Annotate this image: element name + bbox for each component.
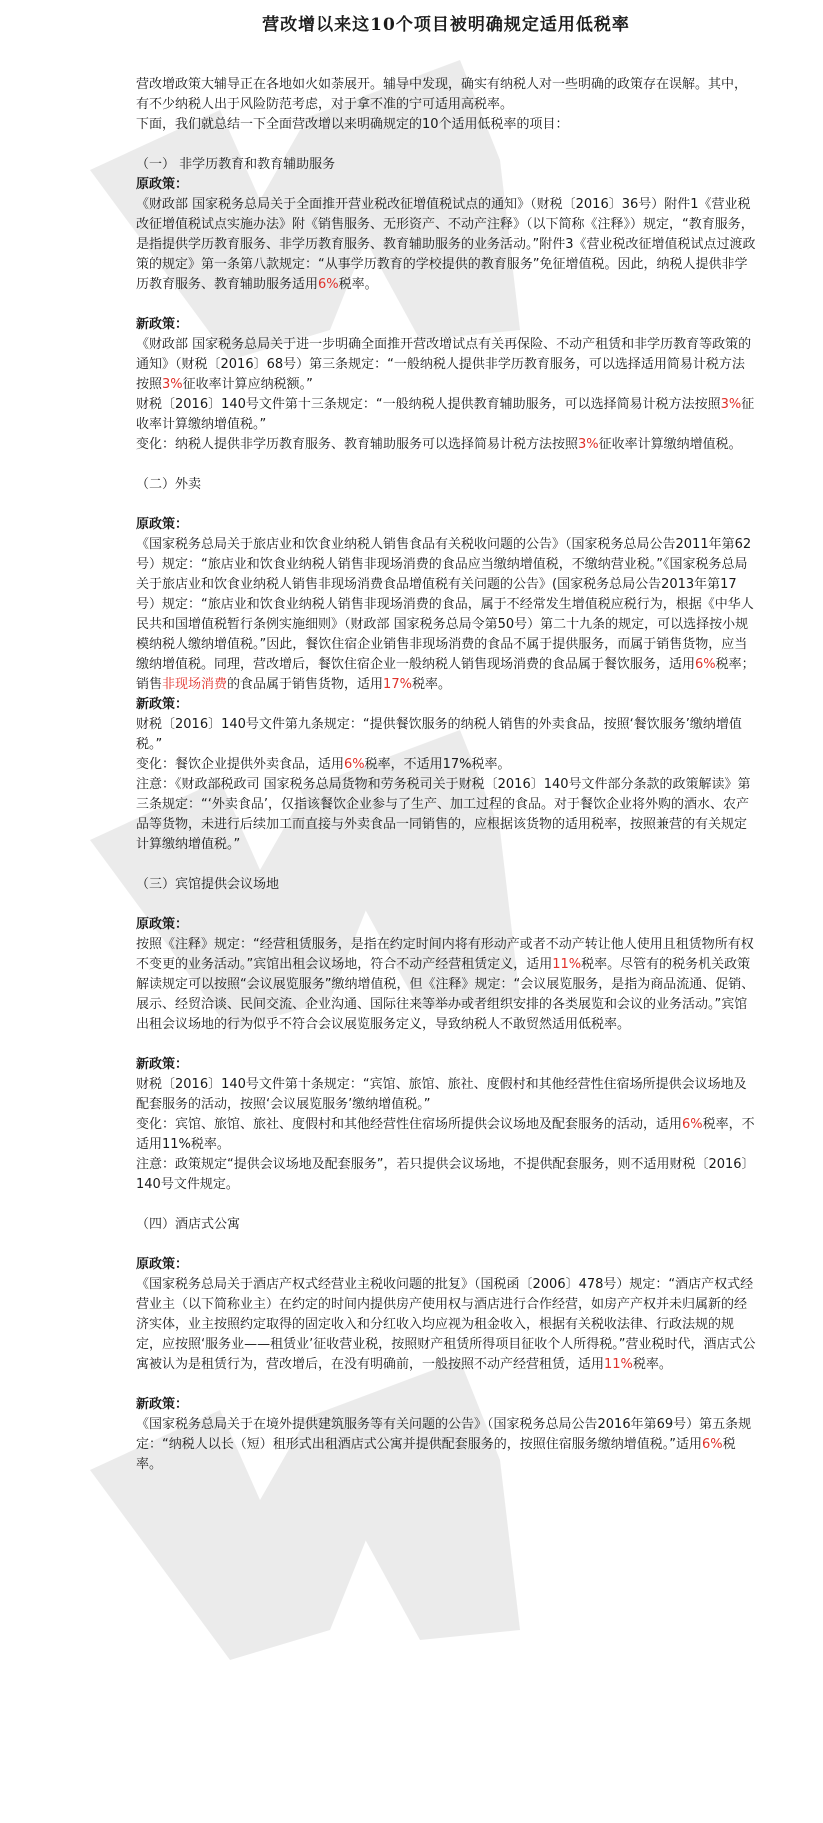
intro-paragraph: 营改增政策大辅导正在各地如火如荼展开。辅导中发现，确实有纳税人对一些明确的政策存在误解。其中，有不少纳税人出于风险防范考虑，对于拿不准的宁可适用高税率。 (136, 77, 748, 112)
rate-highlight: 6% (701, 1437, 723, 1452)
policy-text: 《国家税务总局关于酒店产权式经营业主税收问题的批复》（国税函〔2006〕478号）规定：“酒店产权式经营业主（以下简称业主）在约定的时间内提供房产使用权与酒店进行合作经营，如房产产权并未归属新的经济实体，业主按照约定取得的固定收入和分红收入均应视为租金收入，根据有关税收法律、行政法规的规定，应按照‘服务业——租赁业’征收营业税，按照财产租赁所得项目征收个人所得税。”营业税时代，酒店式公寓被认为是租赁行为，营改增后，在没有明确前，一般按照不动产经营租赁，适用11%税率。 (136, 1277, 756, 1372)
rate-highlight: 6% (318, 277, 339, 292)
section-heading: （一） 非学历教育和教育辅助服务 (136, 157, 336, 172)
new-policy-label: 新政策： (136, 1397, 189, 1412)
page-title: 营改增以来这10个项目被明确规定适用低税率 (262, 15, 630, 35)
keyword-highlight: 非现场消费 (162, 677, 228, 692)
note-text: 注意：政策规定“提供会议场地及配套服务”，若只提供会议场地，不提供配套服务，则不适用财税〔2016〕140号文件规定。 (136, 1157, 755, 1192)
policy-text: 财税〔2016〕140号文件第十条规定：“宾馆、旅馆、旅社、度假村和其他经营性住宿场所提供会议场地及配套服务的活动，按照‘会议展览服务’缴纳增值税。” (136, 1077, 747, 1112)
section-heading: （三）宾馆提供会议场地 (136, 877, 280, 892)
policy-text: 财税〔2016〕140号文件第十三条规定：“一般纳税人提供教育辅助服务，可以选择简易计税方法按照3%征收率计算缴纳增值税。” (136, 397, 755, 432)
rate-highlight: 6% (695, 657, 716, 672)
rate-highlight: 17% (383, 677, 412, 692)
policy-text: 《财政部 国家税务总局关于全面推开营业税改征增值税试点的通知》（财税〔2016〕36号）附件1《营业税改征增值税试点实施办法》附《销售服务、无形资产、不动产注释》（以下简称《注释》）规定，“教育服务，是指提供学历教育服务、非学历教育服务、教育辅助服务的业务活动。”附件3《营业税改征增值税试点过渡政策的规定》第一条第八款规定：“从事学历教育的学校提供的教育服务”免征增值税。因此，纳税人提供非学历教育服务、教育辅助服务适用6%税率。 (136, 197, 756, 292)
old-policy-label: 原政策： (136, 1257, 189, 1272)
intro-paragraph: 下面，我们就总结一下全面营改增以来明确规定的10个适用低税率的项目： (136, 117, 569, 132)
policy-text: 财税〔2016〕140号文件第九条规定：“提供餐饮服务的纳税人销售的外卖食品，按照‘餐饮服务’缴纳增值税。” (136, 717, 742, 752)
old-policy-label: 原政策： (136, 517, 189, 532)
change-text: 变化：餐饮企业提供外卖食品，适用6%税率，不适用17%税率。 (136, 757, 511, 772)
change-text: 变化：纳税人提供非学历教育服务、教育辅助服务可以选择简易计税方法按照3%征收率计算缴纳增值税。 (136, 437, 742, 452)
rate-highlight: 3% (720, 397, 742, 412)
new-policy-label: 新政策： (136, 1057, 189, 1072)
rate-highlight: 6% (682, 1117, 703, 1132)
policy-text: 《国家税务总局关于在境外提供建筑服务等有关问题的公告》（国家税务总局公告2016年第69号）第五条规定：“纳税人以长（短）租形式出租酒店式公寓并提供配套服务的，按照住宿服务缴纳增值税。”适用6%税率。 (136, 1417, 752, 1472)
old-policy-label: 原政策： (136, 177, 189, 192)
old-policy-label: 原政策： (136, 917, 189, 932)
new-policy-label: 新政策： (136, 317, 189, 332)
rate-highlight: 11% (552, 957, 582, 972)
policy-text: 按照《注释》规定：“经营租赁服务，是指在约定时间内将有形动产或者不动产转让他人使用且租赁物所有权不变更的业务活动。”宾馆出租会议场地，符合不动产经营租赁定义，适用11%税率。尽管有的税务机关政策解读规定可以按照“会议展览服务”缴纳增值税，但《注释》规定：“会议展览服务，是指为商品流通、促销、展示、经贸洽谈、民间交流、企业沟通、国际往来等举办或者组织安排的各类展览和会议的业务活动。”宾馆出租会议场地的行为似乎不符合会议展览服务定义，导致纳税人不敢贸然适用低税率。 (136, 937, 755, 1032)
rate-highlight: 3% (578, 437, 599, 452)
section-heading: （二）外卖 (136, 477, 202, 492)
change-text: 变化：宾馆、旅馆、旅社、度假村和其他经营性住宿场所提供会议场地及配套服务的活动，适用6%税率，不适用11%税率。 (136, 1117, 755, 1152)
rate-highlight: 11% (604, 1357, 633, 1372)
policy-text: 《国家税务总局关于旅店业和饮食业纳税人销售食品有关税收问题的公告》（国家税务总局公告2011年第62号）规定：“旅店业和饮食业纳税人销售非现场消费的食品应当缴纳增值税，不缴纳营业税。”《国家税务总局关于旅店业和饮食业纳税人销售非现场消费食品增值税有关问题的公告》(国家税务总局公告2013年第17号）规定：“旅店业和饮食业纳税人销售非现场消费的食品，属于不经常发生增值税应税行为，根据《中华人民共和国增值税暂行条例实施细则》（财政部 国家税务总局令第50号）第二十九条的规定，可以选择按小规模纳税人缴纳增值税。”因此，餐饮住宿企业销售非现场消费的食品不属于提供服务，而属于销售货物，应当缴纳增值税。同理，营改增后，餐饮住宿企业一般纳税人销售现场消费的食品属于餐饮服务，适用6%税率；销售非现场消费的食品属于销售货物，适用17%税率。 (136, 537, 755, 692)
note-text: 注意：《财政部税政司 国家税务总局货物和劳务税司关于财税〔2016〕140号文件部分条款的政策解读》第三条规定：“‘外卖食品’，仅指该餐饮企业参与了生产、加工过程的食品。对于餐饮企业将外购的酒水、农产品等货物，未进行后续加工而直接与外卖食品一同销售的，应根据该货物的适用税率，按照兼营的有关规定计算缴纳增值税。” (136, 777, 751, 852)
rate-highlight: 6% (344, 757, 365, 772)
rate-highlight: 3% (162, 377, 183, 392)
new-policy-label: 新政策： (136, 697, 189, 712)
section-heading: （四）酒店式公寓 (136, 1217, 241, 1232)
policy-text: 《财政部 国家税务总局关于进一步明确全面推开营改增试点有关再保险、不动产租赁和非学历教育等政策的通知》（财税〔2016〕68号）第三条规定：“一般纳税人提供非学历教育服务，可以选择适用简易计税方法按照3%征收率计算应纳税额。” (136, 337, 752, 392)
